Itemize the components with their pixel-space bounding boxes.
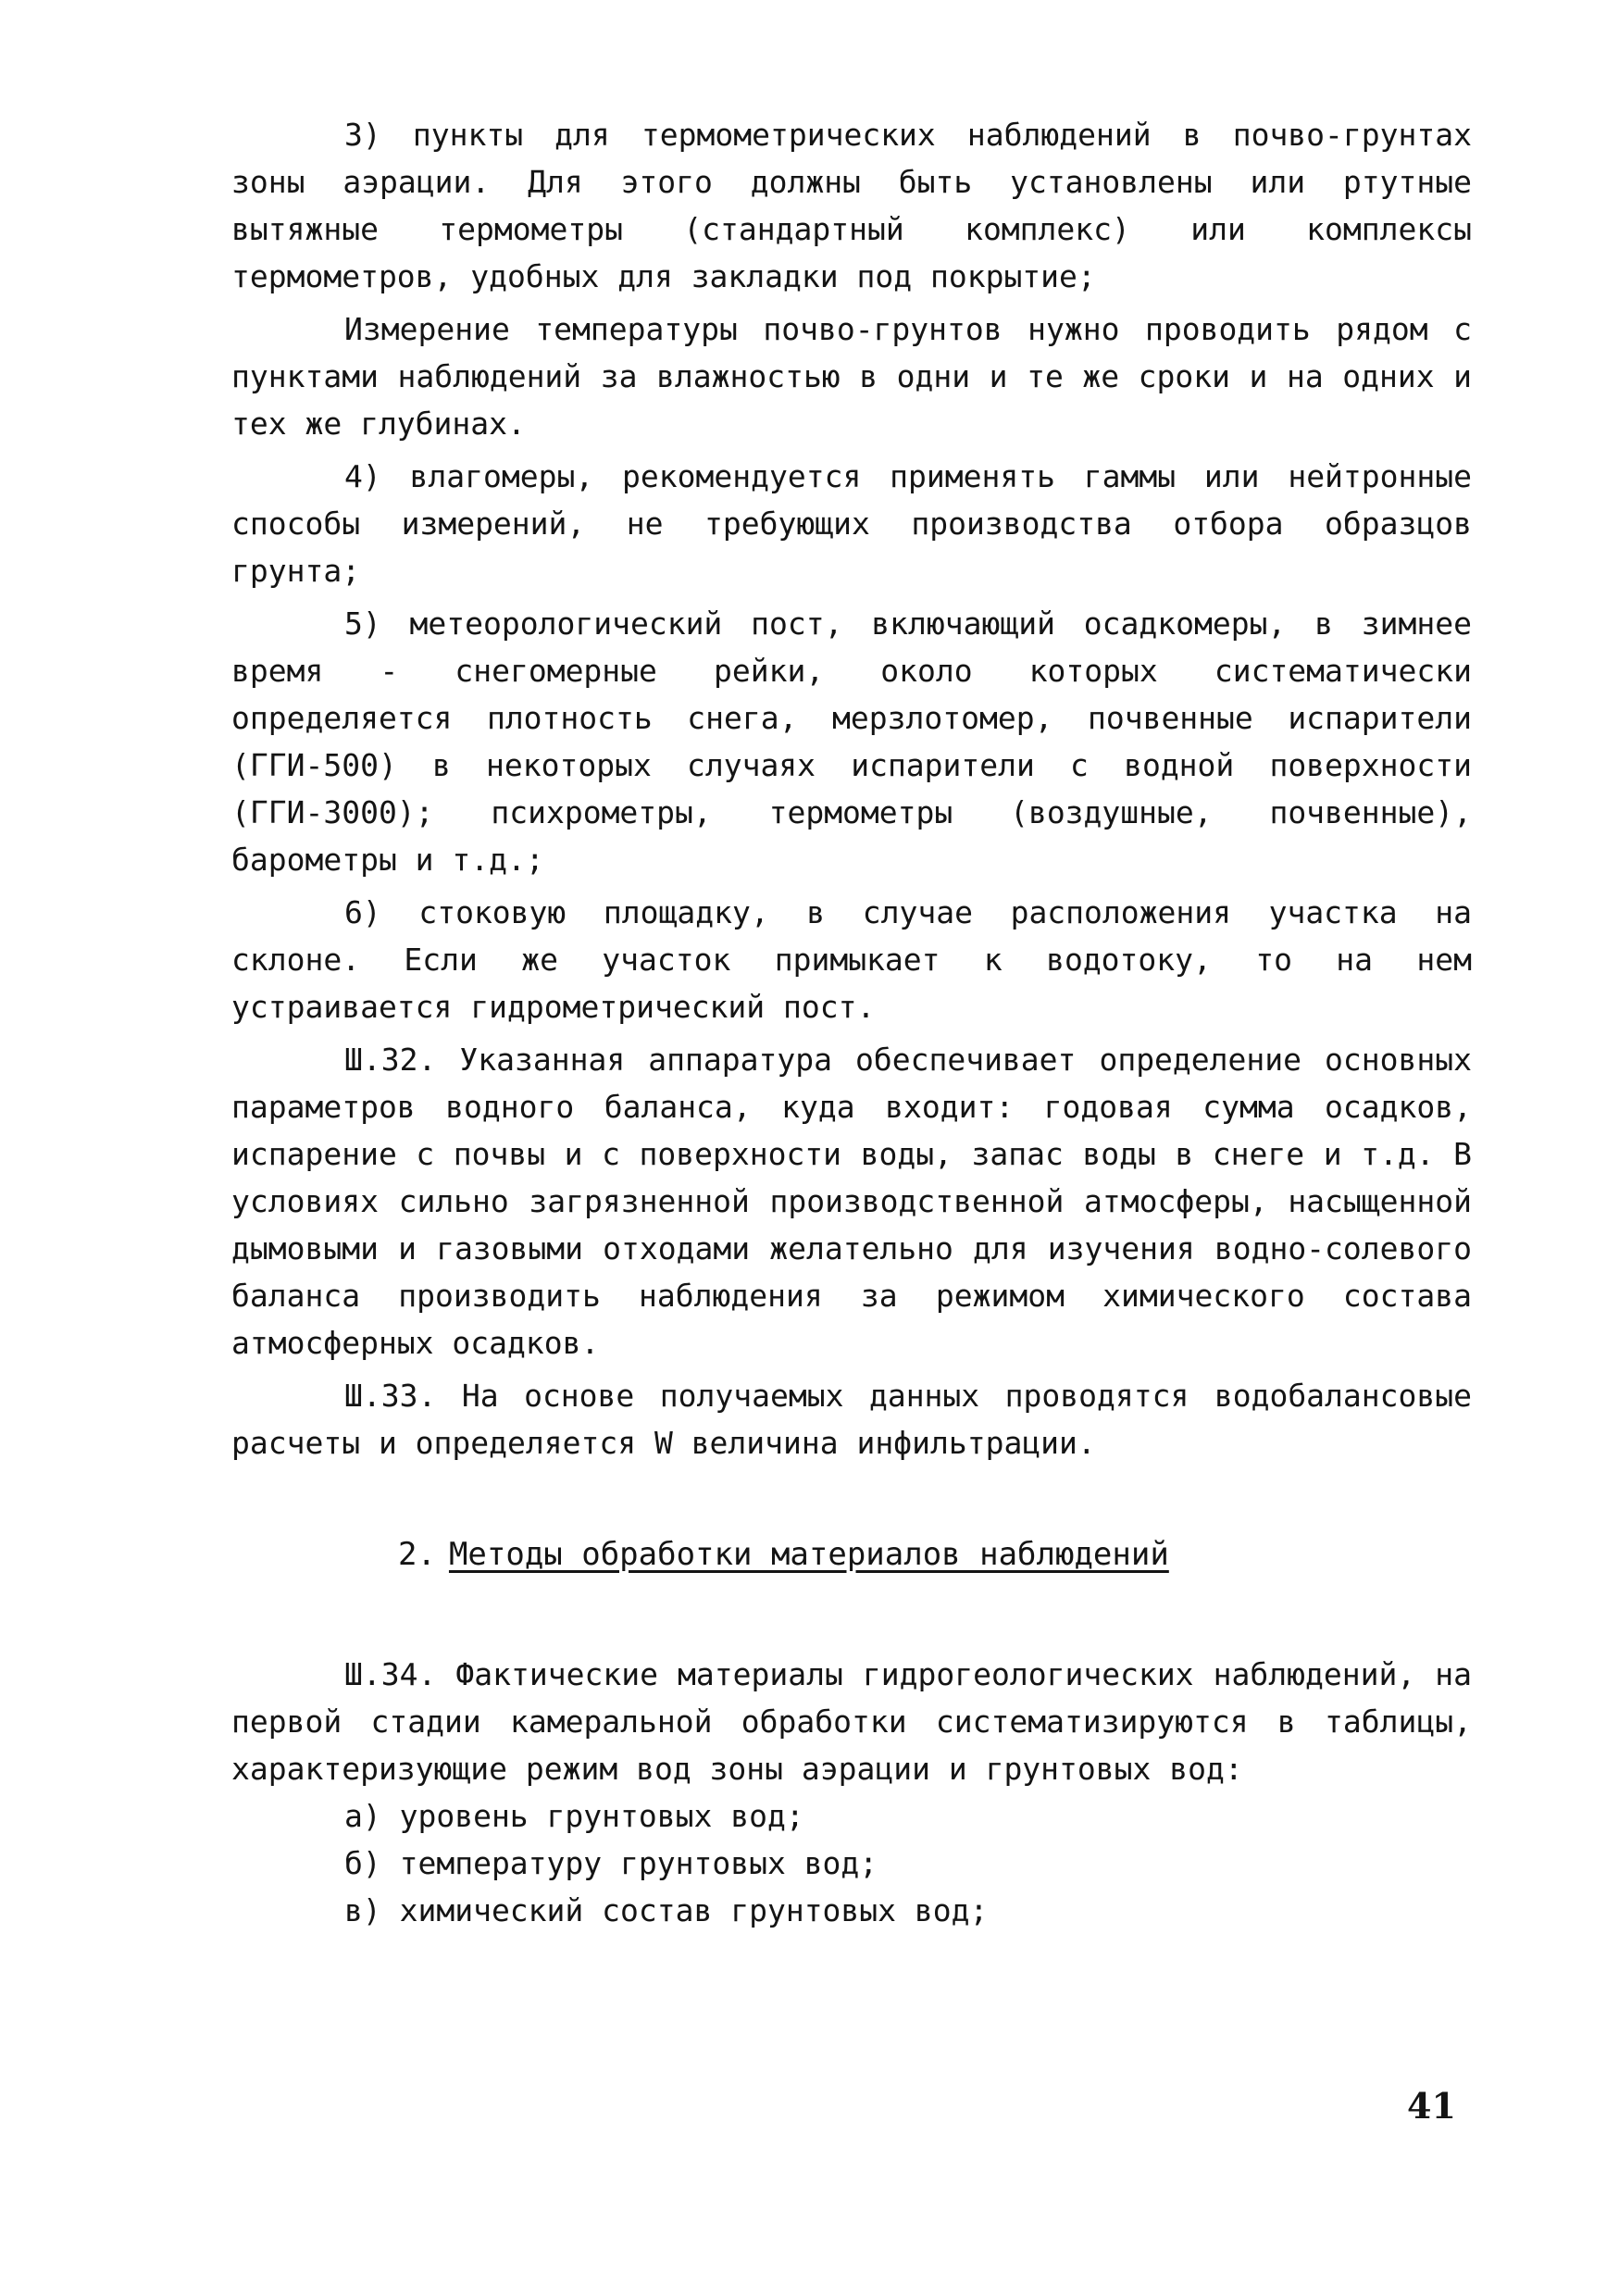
paragraph-temperature-measurement: Измерение температуры почво-грунтов нужно проводить рядом с пунктами наблюдений за влажностью в одни и те же сроки и на одних и тех же глубинах. (231, 311, 1472, 442)
document-page (231, 111, 1472, 1934)
section-number: 2. (398, 1536, 436, 1573)
paragraph-3-34: Ш.34. Фактические материалы гидрогеологических наблюдений, на первой стадии камеральной обработки систематизируются в таблицы, характеризующие режим вод зоны аэрации и грунтовых вод: (231, 1656, 1472, 1787)
list-item-groundwater-chemistry: в) химический состав грунтовых вод; (344, 1892, 989, 1928)
paragraph-meteorological-post: 5) метеорологический пост, включающий осадкомеры, в зимнее время - снегомерные рейки, около которых систематически определяется плотность снега, мерзлотомер, почвенные испарители (ГГИ-500) в некоторых случаях испарители с водной поверхности (ГГИ-3000); психрометры, термометры (воздушные, почвенные), барометры и т.д.; (231, 605, 1472, 878)
list-item-groundwater-temperature: б) температуру грунтовых вод; (344, 1845, 878, 1881)
page-number: 41 (1407, 2085, 1456, 2127)
section-title: Методы обработки материалов наблюдений (448, 1536, 1169, 1573)
paragraph-moisture-meters: 4) влагомеры, рекомендуется применять гаммы или нейтронные способы измерений, не требующих производства отбора образцов грунта; (231, 458, 1472, 589)
paragraph-3-33: Ш.33. На основе получаемых данных проводятся водобалансовые расчеты и определяется W величина инфильтрации. (231, 1378, 1472, 1461)
section-heading (231, 1531, 1472, 1578)
list-item-groundwater-level: а) уровень грунтовых вод; (344, 1798, 804, 1834)
paragraph-thermometric-points: 3) пункты для термометрических наблюдений в почво-грунтах зоны аэрации. Для этого должны быть установлены или ртутные вытяжные термометры (стандартный комплекс) или комплексы термометров, удобных для закладки под покрытие; (231, 117, 1472, 294)
paragraph-3-32: Ш.32. Указанная аппаратура обеспечивает определение основных параметров водного баланса, куда входит: годовая сумма осадков, испарение с почвы и с поверхности воды, запас воды в снеге и т.д. В условиях сильно загрязненной производственной атмосферы, насыщенной дымовыми и газовыми отходами желательно для изучения водно-солевого баланса производить наблюдения за режимом химического состава атмосферных осадков. (231, 1042, 1472, 1361)
paragraph-runoff-site: 6) стоковую площадку, в случае расположения участка на склоне. Если же участок примыкает к водотоку, то на нем устраивается гидрометрический пост. (231, 894, 1472, 1025)
